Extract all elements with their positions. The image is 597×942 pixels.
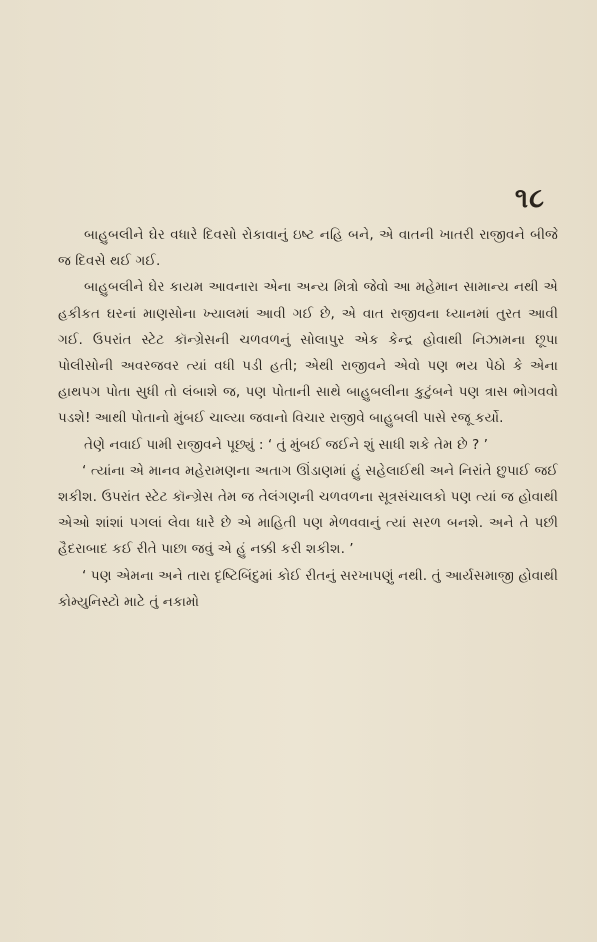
paragraph: ‘ ત્યાંના એ માનવ મહેરામણના અતાગ ઊંડાણમાં હું સહેલાઈથી અને નિરાંતે છુપાઈ જઈ શકીશ. ઉપરાંત સ્ટેટ કૉન્ગ્રેસ તેમ જ તેલંગણની ચળવળના સૂત્રસંચાલકો પણ ત્યાં જ હોવાથી એઓ શાંશાં પગલાં લેવા ધારે છે એ માહિતી પણ મેળવવાનું ત્યાં સરળ બનશે. અને તે પછી હૈદરાબાદ કઈ રીતે પાછા જવું એ હું નક્કી કરી શકીશ. ’ [58,462,558,558]
paragraph: બાહુબલીને ઘેર કાયમ આવનારા એના અન્ય મિત્રો જેવો આ મહેમાન સામાન્ય નથી એ હકીકત ઘરનાં માણસોના ખ્યાલમાં આવી ગઈ છે, એ વાત રાજીવના ધ્યાનમાં તુરત આવી ગઈ. ઉપરાંત સ્ટેટ કૉન્ગ્રેસની ચળવળનું સોલાપુર એક કેન્દ્ર હોવાથી નિઝામના છૂપા પોલીસોની અવરજવર ત્યાં વધી પડી હતી; એથી રાજીવને એવો પણ ભય પેઠો કે એના હાથપગ પોતા સુધી તો લંબાશે જ, પણ પોતાની સાથે બાહુબલીના કુટુંબને પણ ત્રાસ ભોગવવો પડશે! આથી પોતાનો મુંબઈ ચાલ્યા જવાનો વિચાર રાજીવે બાહુબલી પાસે રજૂ કર્યો. [58,279,558,427]
paragraph: તેણે નવાઈ પામી રાજીવને પૂછ્યું : ‘ તું મુંબઈ જઈને શું સાધી શકે તેમ છે ? ’ [84,436,488,453]
chapter-number: ૧૮ [514,183,545,214]
body-text [58,222,558,615]
paragraph: બાહુબલીને ઘેર વધારે દિવસો રોકાવાનું ઇષ્ટ નહિ બને, એ વાતની ખાતરી રાજીવને બીજે જ દિવસે થઈ ગઈ. [58,227,558,270]
paragraph: ‘ પણ એમના અને તારા દૃષ્ટિબિંદુમાં કોઈ રીતનું સરખાપણું નથી. તું આર્યસમાજી હોવાથી કોમ્યુનિસ્ટો માટે તું નકામો [58,567,558,610]
